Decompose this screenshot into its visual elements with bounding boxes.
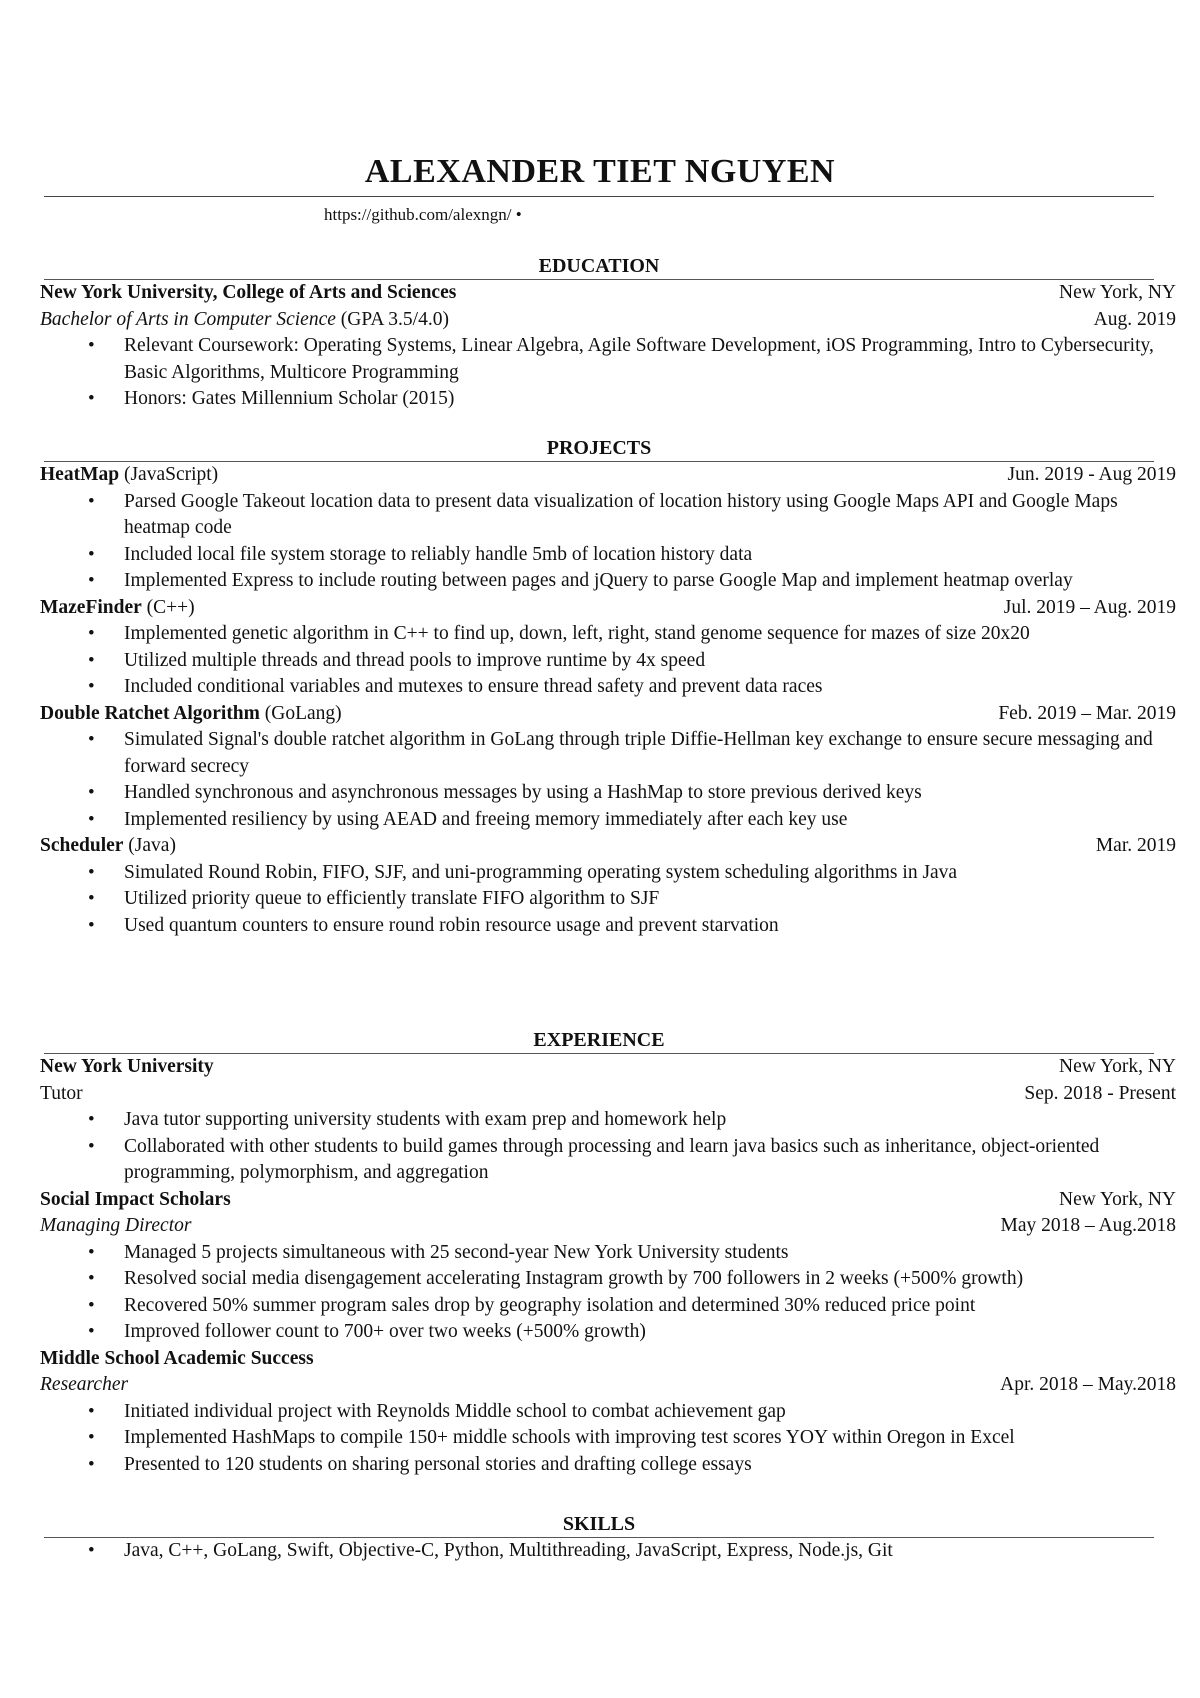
list-item: • Implemented genetic algorithm in C++ to find up, down, left, right, stand genome sequence for mazes of size 20x20: [124, 621, 1176, 648]
org-name: New York University: [40, 1056, 214, 1077]
project-double-ratchet-row: [40, 701, 1176, 728]
experience-nyu-role-row: [40, 1081, 1176, 1108]
degree-name: Bachelor of Arts in Computer Science: [40, 308, 336, 330]
project-date: Mar. 2019: [1095, 835, 1176, 856]
project-heatmap-row: [40, 462, 1176, 489]
projects-section: [40, 436, 1176, 939]
project-lang: (C++): [141, 596, 195, 618]
project-scheduler-row: [40, 833, 1176, 860]
name-divider: [44, 196, 1154, 197]
section-title-experience: EXPERIENCE: [44, 1028, 1154, 1054]
list-item: • Included conditional variables and mutexes to ensure thread safety and prevent data races: [124, 674, 1176, 701]
list-item: • Java tutor supporting university students with exam prep and homework help: [124, 1107, 1176, 1134]
org-location: New York, NY: [1058, 1188, 1176, 1210]
project-double-ratchet-bullets: [40, 727, 1176, 833]
list-item: • Presented to 120 students on sharing personal stories and drafting college essays: [124, 1452, 1176, 1479]
role-date: Apr. 2018 – May.2018: [1000, 1374, 1176, 1395]
list-item: • Managed 5 projects simultaneous with 25 second-year New York University students: [124, 1240, 1176, 1267]
role-title: Tutor: [40, 1082, 83, 1104]
education-school-row: [40, 280, 1176, 307]
project-name: MazeFinder: [40, 596, 142, 618]
candidate-name: ALEXANDER TIET NGUYEN: [364, 153, 836, 190]
list-item: • Improved follower count to 700+ over two weeks (+500% growth): [124, 1319, 1176, 1346]
list-item: • Parsed Google Takeout location data to present data visualization of location history using Google Maps API and Google Maps heatmap code: [124, 489, 1176, 542]
list-item: • Collaborated with other students to build games through processing and learn java basics such as inheritance, object-oriented programming, polymorphism, and aggregation: [124, 1134, 1176, 1187]
list-item: • Implemented Express to include routing between pages and jQuery to parse Google Map and implement heatmap overlay: [124, 568, 1176, 595]
education-section: [40, 254, 1176, 413]
skills-bullets: [40, 1538, 1176, 1565]
experience-sis-role-row: [40, 1213, 1176, 1240]
list-item: • Implemented resiliency by using AEAD and freeing memory immediately after each key use: [124, 807, 1176, 834]
experience-sis-bullets: [40, 1240, 1176, 1346]
role-title: Researcher: [40, 1374, 129, 1395]
org-location: New York, NY: [1058, 1056, 1176, 1077]
list-item: • Recovered 50% summer program sales drop by geography isolation and determined 30% reduced price point: [124, 1293, 1176, 1320]
project-date: Feb. 2019 – Mar. 2019: [998, 702, 1176, 724]
list-item: • Handled synchronous and asynchronous messages by using a HashMap to store previous derived keys: [124, 780, 1176, 807]
project-mazefinder-bullets: [40, 621, 1176, 701]
education-bullets: [40, 333, 1176, 413]
list-item: • Simulated Signal's double ratchet algorithm in GoLang through triple Diffie-Hellman key exchange to ensure secure messaging and forward secrecy: [124, 727, 1176, 780]
project-scheduler-bullets: [40, 860, 1176, 940]
experience-nyu-bullets: [40, 1107, 1176, 1187]
project-date: Jul. 2019 – Aug. 2019: [1003, 596, 1176, 618]
list-item: • Initiated individual project with Reynolds Middle school to combat achievement gap: [124, 1399, 1176, 1426]
skills-section: [40, 1512, 1176, 1565]
experience-section: [40, 1028, 1176, 1478]
list-item: • Utilized priority queue to efficiently translate FIFO algorithm to SJF: [124, 886, 1176, 913]
project-name: Scheduler: [40, 835, 124, 856]
experience-msas-bullets: [40, 1399, 1176, 1479]
role-date: May 2018 – Aug.2018: [1000, 1215, 1176, 1236]
project-lang: (JavaScript): [119, 464, 219, 485]
project-name: HeatMap: [40, 464, 120, 485]
list-item: • Resolved social media disengagement accelerating Instagram growth by 700 followers in 2 weeks (+500% growth): [124, 1266, 1176, 1293]
education-degree-row: [40, 307, 1176, 334]
project-lang: (GoLang): [259, 702, 342, 724]
experience-msas-org-row: [40, 1346, 1176, 1373]
contact-link[interactable]: https://github.com/alexngn/ •: [324, 205, 522, 224]
list-item: • Simulated Round Robin, FIFO, SJF, and uni-programming operating system scheduling algorithms in Java: [124, 860, 1176, 887]
list-item: • Used quantum counters to ensure round robin resource usage and prevent starvation: [124, 913, 1176, 940]
list-item: • Relevant Coursework: Operating Systems, Linear Algebra, Agile Software Development, iOS Programming, Intro to Cybersecurity, Basic Algorithms, Multicore Programming: [124, 333, 1176, 386]
list-item: • Honors: Gates Millennium Scholar (2015): [124, 386, 1176, 413]
list-item: • Implemented HashMaps to compile 150+ middle schools with improving test scores YOY within Oregon in Excel: [124, 1425, 1176, 1452]
section-title-skills: SKILLS: [44, 1512, 1154, 1538]
gpa: (GPA 3.5/4.0): [335, 308, 449, 330]
list-item: • Java, C++, GoLang, Swift, Objective-C, Python, Multithreading, JavaScript, Express, Node.js, Git: [124, 1538, 1176, 1565]
section-title-projects: PROJECTS: [44, 436, 1154, 462]
list-item: • Utilized multiple threads and thread pools to improve runtime by 4x speed: [124, 648, 1176, 675]
project-lang: (Java): [123, 835, 176, 856]
degree-date: Aug. 2019: [1093, 308, 1176, 330]
project-mazefinder-row: [40, 595, 1176, 622]
project-date: Jun. 2019 - Aug 2019: [1007, 464, 1176, 485]
experience-nyu-org-row: [40, 1054, 1176, 1081]
section-title-education: EDUCATION: [44, 254, 1154, 280]
role-title: Managing Director: [40, 1215, 192, 1236]
org-name: Social Impact Scholars: [40, 1188, 231, 1210]
project-name: Double Ratchet Algorithm: [40, 702, 260, 724]
project-heatmap-bullets: [40, 489, 1176, 595]
role-date: Sep. 2018 - Present: [1024, 1082, 1176, 1104]
org-name: Middle School Academic Success: [40, 1347, 314, 1369]
experience-msas-role-row: [40, 1372, 1176, 1399]
school-location: New York, NY: [1058, 282, 1176, 303]
list-item: • Included local file system storage to reliably handle 5mb of location history data: [124, 542, 1176, 569]
experience-sis-org-row: [40, 1187, 1176, 1214]
school-name: New York University, College of Arts and Sciences: [40, 282, 457, 303]
